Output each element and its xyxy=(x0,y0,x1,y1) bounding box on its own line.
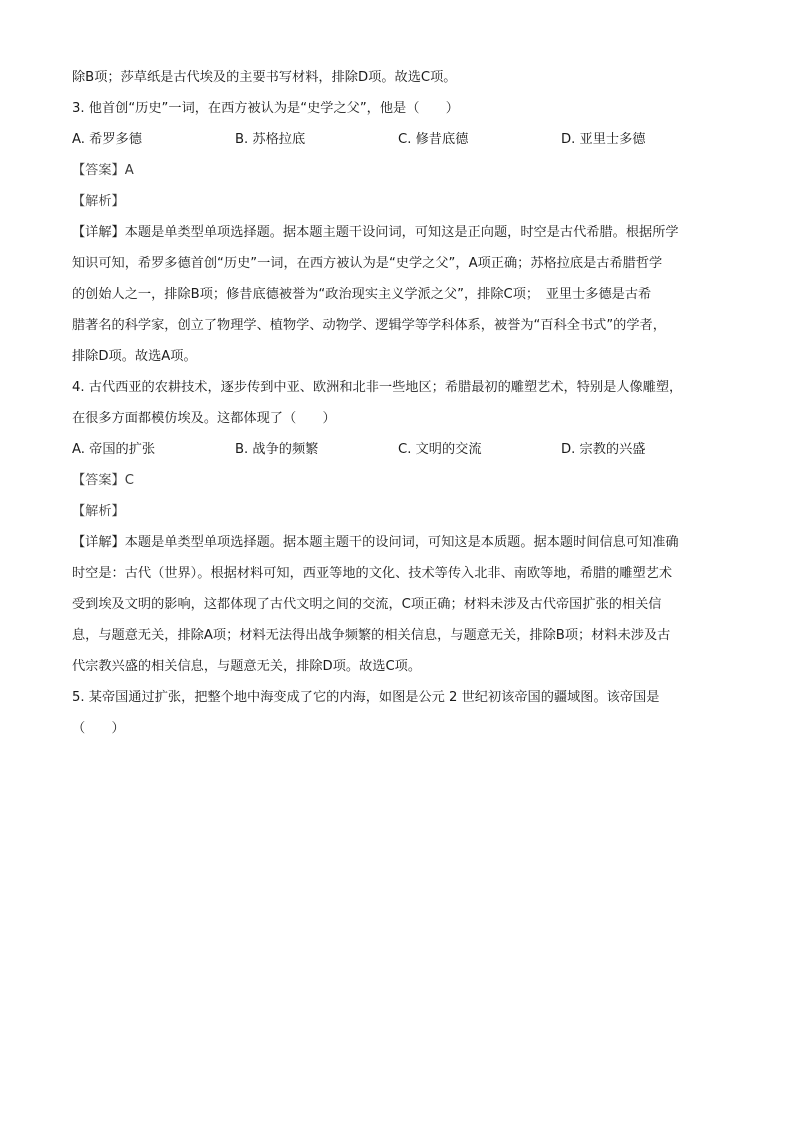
question-4-detail: 受到埃及文明的影响，这都体现了古代文明之间的交流，C项正确；材料未涉及古代帝国扩张的相关信 xyxy=(72,597,662,612)
question-3-stem: 3. 他首创“历史”一词，在西方被认为是“史学之父”，他是（ ） xyxy=(72,101,459,116)
question-4-detail: 时空是：古代（世界）。根据材料可知，西亚等地的文化、技术等传入北非、南欧等地，希腊的雕塑艺术 xyxy=(72,566,673,581)
question-3-detail: 的创始人之一，排除B项；修昔底德被誉为“政治现实主义学派之父”，排除C项； 亚里士多德是古希 xyxy=(72,287,652,302)
question-4-stem: 在很多方面都模仿埃及。这都体现了（ ） xyxy=(72,411,336,426)
option-d: D. 亚里士多德 xyxy=(561,132,646,147)
question-5-stem: 5. 某帝国通过扩张，把整个地中海变成了它的内海，如图是公元 2 世纪初该帝国的疆域图。该帝国是 xyxy=(72,690,660,705)
question-4-detail: 【详解】本题是单类型单项选择题。据本题主题干的设问词，可知这是本质题。据本题时间信息可知准确 xyxy=(72,535,679,550)
option-d: D. 宗教的兴盛 xyxy=(561,442,646,457)
option-b: B. 苏格拉底 xyxy=(235,132,306,147)
question-3-detail: 【详解】本题是单类型单项选择题。据本题主题干设问词，可知这是正向题，时空是古代希腊。根据所学 xyxy=(72,225,679,240)
question-3-analysis-label: 【解析】 xyxy=(72,194,125,209)
option-b: B. 战争的频繁 xyxy=(235,442,319,457)
text-line: 除B项；莎草纸是古代埃及的主要书写材料，排除D项。故选C项。 xyxy=(72,70,457,85)
question-3-options xyxy=(72,124,724,155)
question-4-answer: 【答案】C xyxy=(72,473,134,488)
question-3-answer: 【答案】A xyxy=(72,163,134,178)
question-5-stem: （ ） xyxy=(72,721,125,736)
option-a: A. 帝国的扩张 xyxy=(72,442,156,457)
question-4-options xyxy=(72,434,724,465)
question-4-detail: 息，与题意无关，排除A项；材料无法得出战争频繁的相关信息，与题意无关，排除B项；材料未涉及古 xyxy=(72,628,671,643)
option-a: A. 希罗多德 xyxy=(72,132,142,147)
question-4-analysis-label: 【解析】 xyxy=(72,504,125,519)
question-3-detail: 知识可知，希罗多德首创“历史”一词，在西方被认为是“史学之父”，A项正确；苏格拉底是古希腊哲学 xyxy=(72,256,663,271)
question-3-detail: 腊著名的科学家，创立了物理学、植物学、动物学、逻辑学等学科体系，被誉为“百科全书式”的学者， xyxy=(72,318,666,333)
document-page xyxy=(72,62,724,744)
option-c: C. 修昔底德 xyxy=(398,132,469,147)
option-c: C. 文明的交流 xyxy=(398,442,482,457)
question-3-detail: 排除D项。故选A项。 xyxy=(72,349,197,364)
question-4-stem: 4. 古代西亚的农耕技术，逐步传到中亚、欧洲和北非一些地区；希腊最初的雕塑艺术，特别是人像雕塑， xyxy=(72,380,683,395)
question-4-detail: 代宗教兴盛的相关信息，与题意无关，排除D项。故选C项。 xyxy=(72,659,422,674)
